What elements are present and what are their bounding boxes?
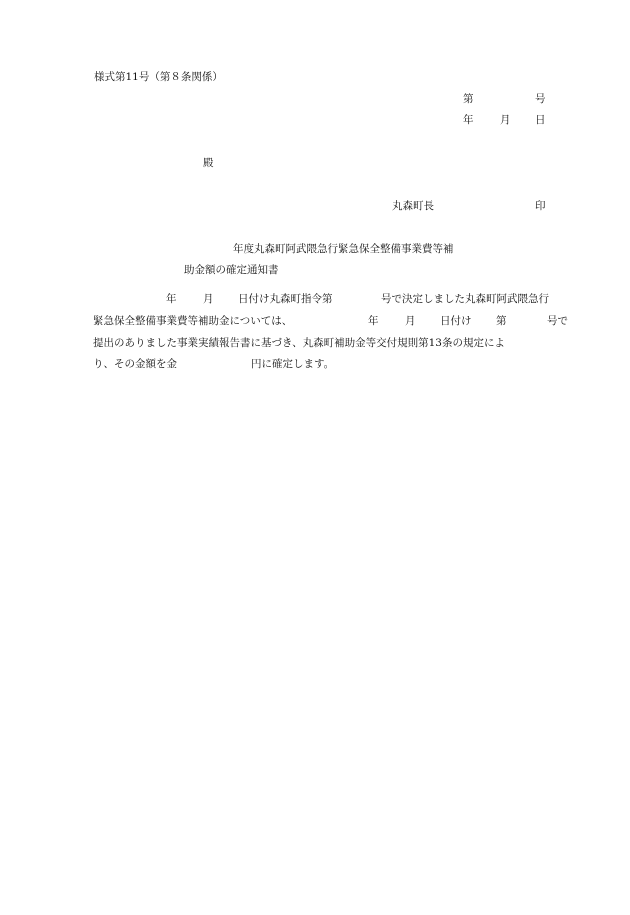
body-year-2: 年 [368, 315, 379, 327]
body-day-2: 日付け [440, 315, 472, 327]
body-number-suffix: 号で [547, 315, 568, 327]
body-month-2: 月 [405, 315, 416, 327]
body-line-3-text: 提出のありました事業実績報告書に基づき、丸森町補助金等交付規則第13条の規定によ [93, 337, 505, 349]
doc-number-prefix: 第 [463, 93, 474, 105]
body-line-1-end: 号で決定しました丸森町阿武隈急行 [381, 293, 549, 305]
doc-number-suffix: 号 [535, 93, 546, 105]
document-title-line1: 年度丸森町阿武隈急行緊急保全整備事業費等補 [233, 243, 454, 255]
doc-date-month: 月 [500, 114, 511, 126]
body-day-directive: 日付け丸森町指令第 [238, 293, 333, 305]
body-amount-suffix: 円に確定します。 [251, 358, 335, 370]
body-amount-prefix: り、その金額を金 [93, 358, 177, 370]
issuer-title: 丸森町長 [392, 200, 434, 212]
doc-date-year: 年 [463, 114, 474, 126]
seal-mark: 印 [535, 200, 546, 212]
body-month: 月 [203, 293, 214, 305]
addressee-suffix: 殿 [203, 157, 214, 169]
document-title-line2: 助金額の確定通知書 [184, 264, 279, 276]
body-line-2-start: 緊急保全整備事業費等補助金については、 [93, 315, 293, 327]
body-year: 年 [166, 293, 177, 305]
form-label: 様式第11号（第８条関係） [94, 71, 223, 83]
body-number-prefix: 第 [496, 315, 507, 327]
doc-date-day: 日 [535, 114, 546, 126]
